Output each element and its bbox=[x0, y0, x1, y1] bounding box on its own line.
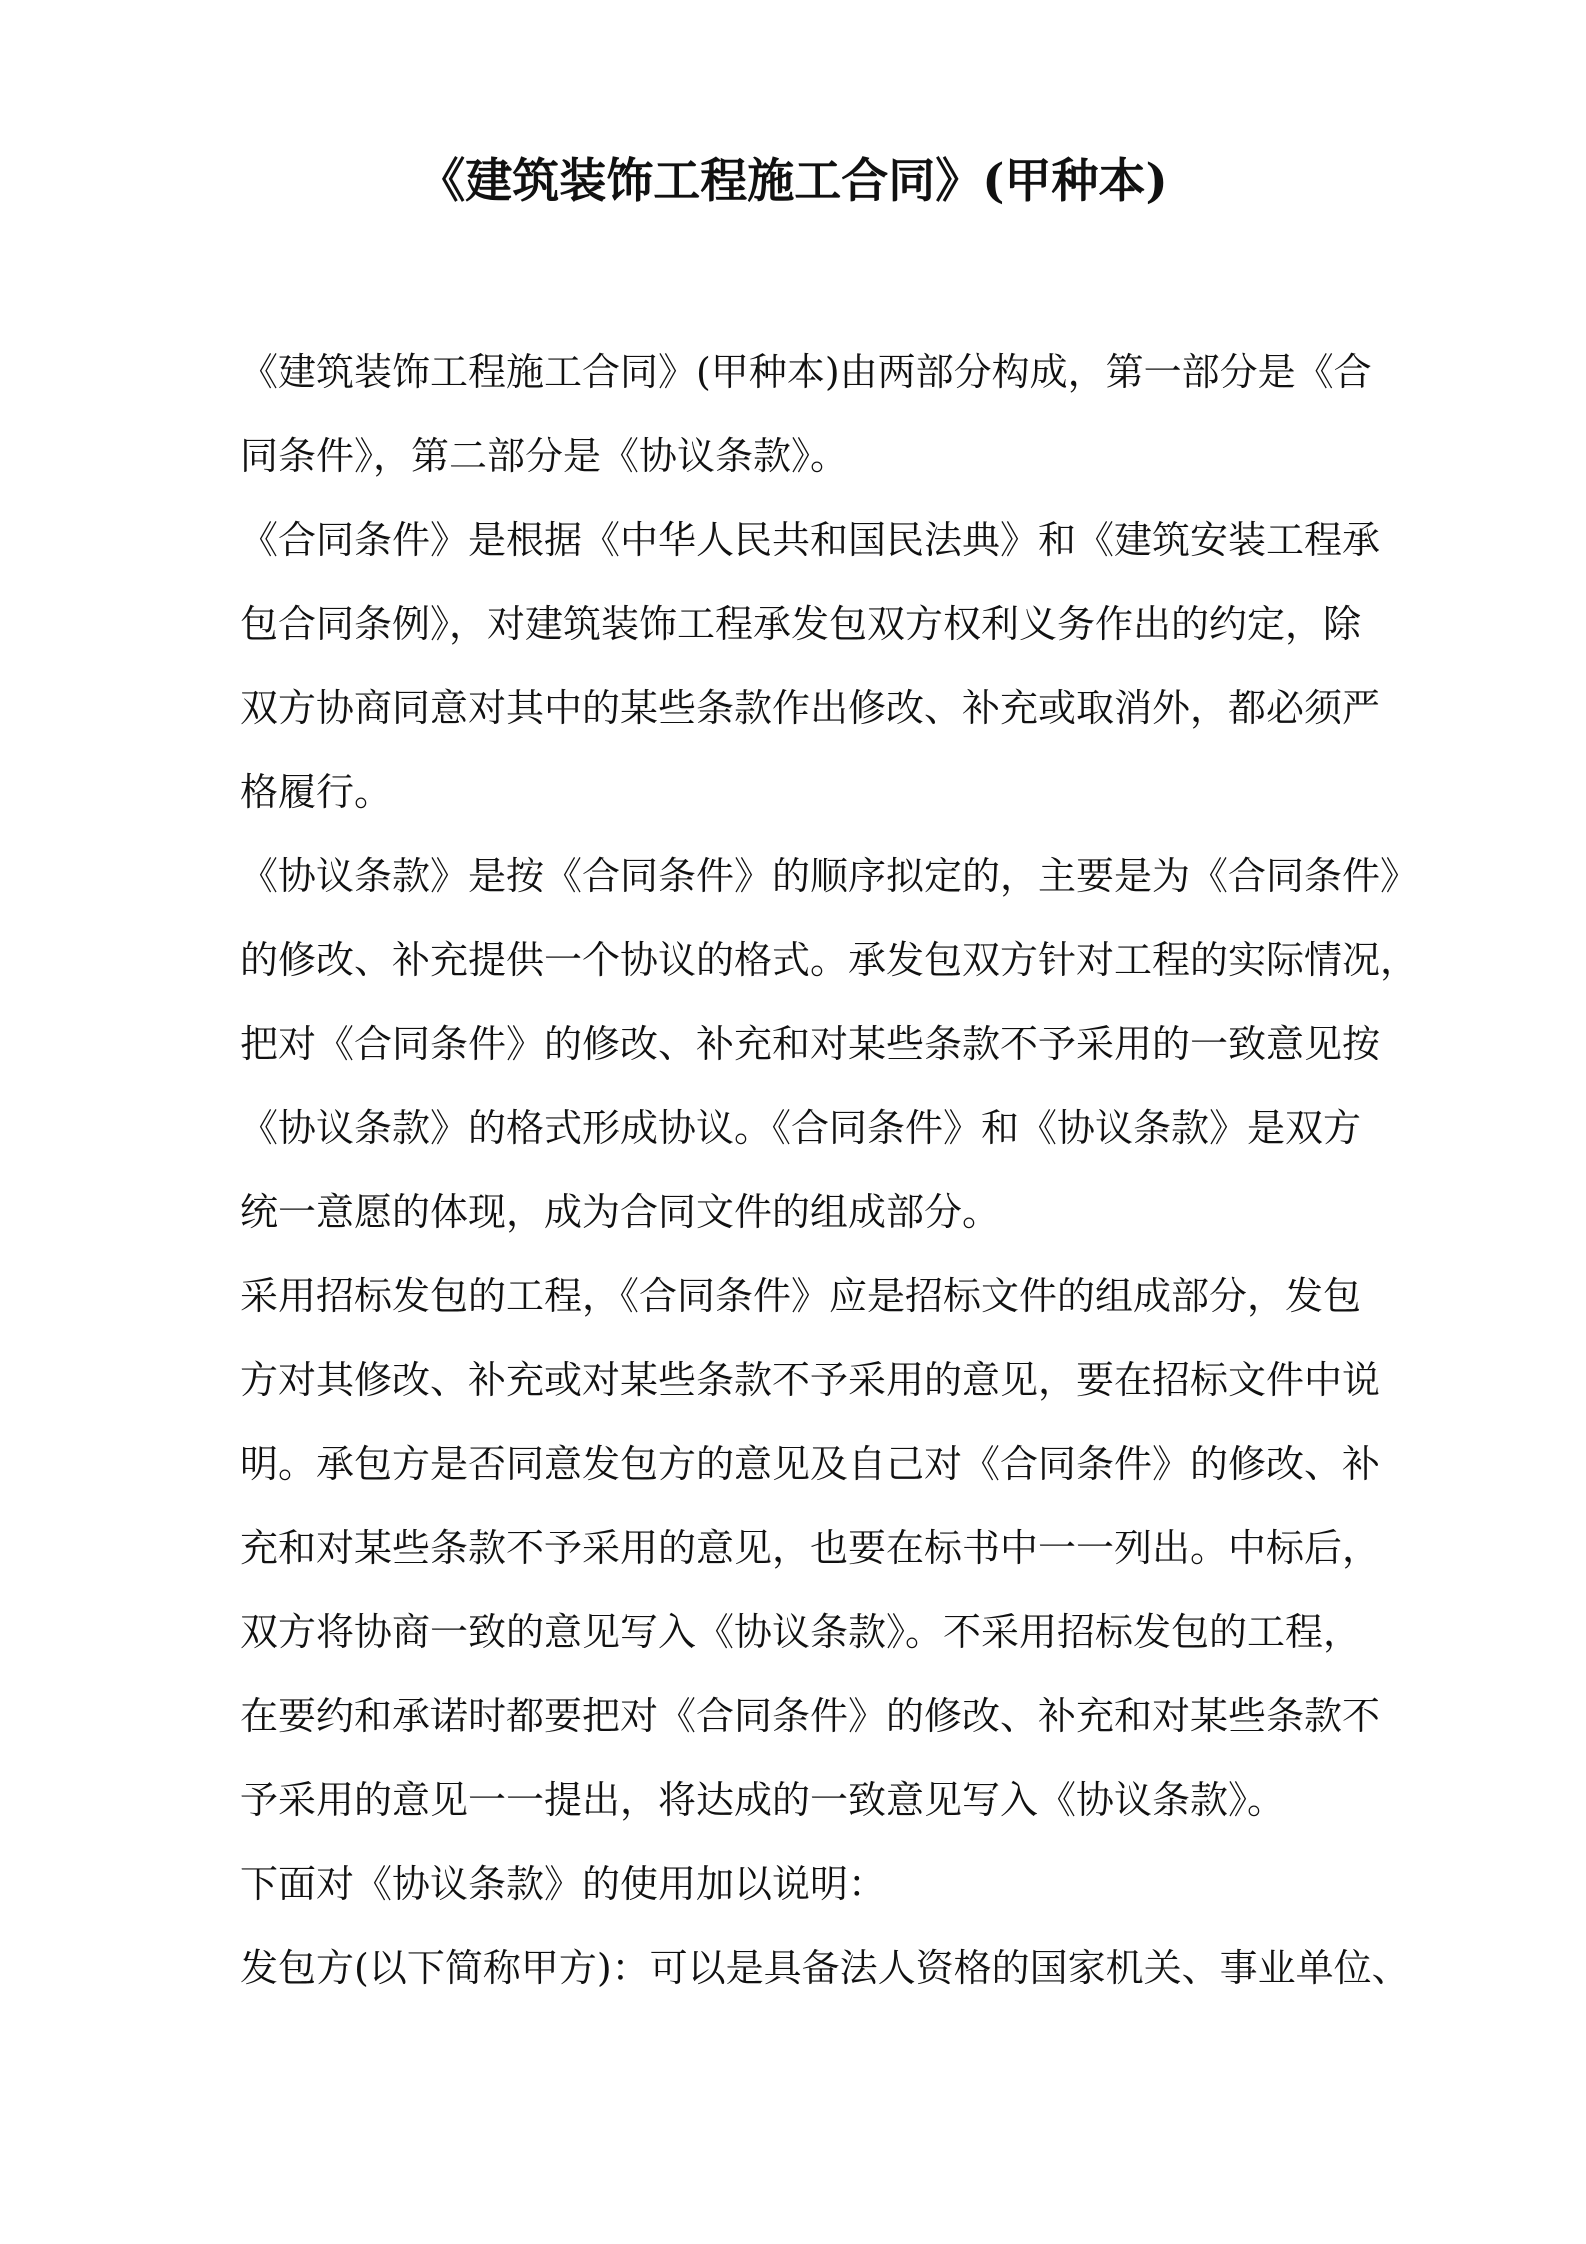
text-line: 双方协商同意对其中的某些条款作出修改、补充或取消外，都必须严 bbox=[240, 686, 1381, 730]
text-line: 《建筑装饰工程施工合同》(甲种本)由两部分构成，第一部分是《合 bbox=[240, 350, 1372, 394]
paragraph bbox=[240, 834, 1419, 1254]
paragraph bbox=[240, 1926, 1410, 2010]
text-line: 双方将协商一致的意见写入《协议条款》。不采用招标发包的工程， bbox=[240, 1610, 1362, 1654]
text-line: 同条件》，第二部分是《协议条款》。 bbox=[240, 434, 849, 478]
text-line: 在要约和承诺时都要把对《合同条件》的修改、补充和对某些条款不 bbox=[240, 1694, 1381, 1738]
text-line: 的修改、补充提供一个协议的格式。承发包双方针对工程的实际情况， bbox=[240, 938, 1419, 982]
text-line: 予采用的意见一一提出，将达成的一致意见写入《协议条款》。 bbox=[240, 1778, 1286, 1822]
text-line: 采用招标发包的工程，《合同条件》应是招标文件的组成部分，发包 bbox=[240, 1274, 1362, 1318]
document-title: 《建筑装饰工程施工合同》(甲种本) bbox=[418, 154, 1168, 209]
text-line: 统一意愿的体现，成为合同文件的组成部分。 bbox=[240, 1190, 1001, 1234]
paragraph bbox=[240, 1842, 1360, 1926]
text-line: 发包方(以下简称甲方)：可以是具备法人资格的国家机关、事业单位、 bbox=[240, 1946, 1410, 1990]
text-line: 包合同条例》，对建筑装饰工程承发包双方权利义务作出的约定，除 bbox=[240, 602, 1362, 646]
text-line: 《协议条款》是按《合同条件》的顺序拟定的，主要是为《合同条件》 bbox=[240, 854, 1419, 898]
text-line: 《合同条件》是根据《中华人民共和国民法典》和《建筑安装工程承 bbox=[240, 518, 1381, 562]
text-line: 格履行。 bbox=[240, 770, 393, 814]
text-line: 方对其修改、补充或对某些条款不予采用的意见，要在招标文件中说 bbox=[240, 1358, 1381, 1402]
text-line: 《协议条款》的格式形成协议。《合同条件》和《协议条款》是双方 bbox=[240, 1106, 1362, 1150]
text-line: 下面对《协议条款》的使用加以说明： bbox=[240, 1862, 887, 1906]
document-body bbox=[240, 330, 1419, 2010]
text-line: 把对《合同条件》的修改、补充和对某些条款不予采用的一致意见按 bbox=[240, 1022, 1381, 1066]
text-line: 明。承包方是否同意发包方的意见及自己对《合同条件》的修改、补 bbox=[240, 1442, 1381, 1486]
paragraph bbox=[240, 498, 1381, 834]
paragraph bbox=[240, 330, 1372, 498]
text-line: 充和对某些条款不予采用的意见，也要在标书中一一列出。中标后， bbox=[240, 1526, 1381, 1570]
paragraph bbox=[240, 1254, 1381, 1842]
